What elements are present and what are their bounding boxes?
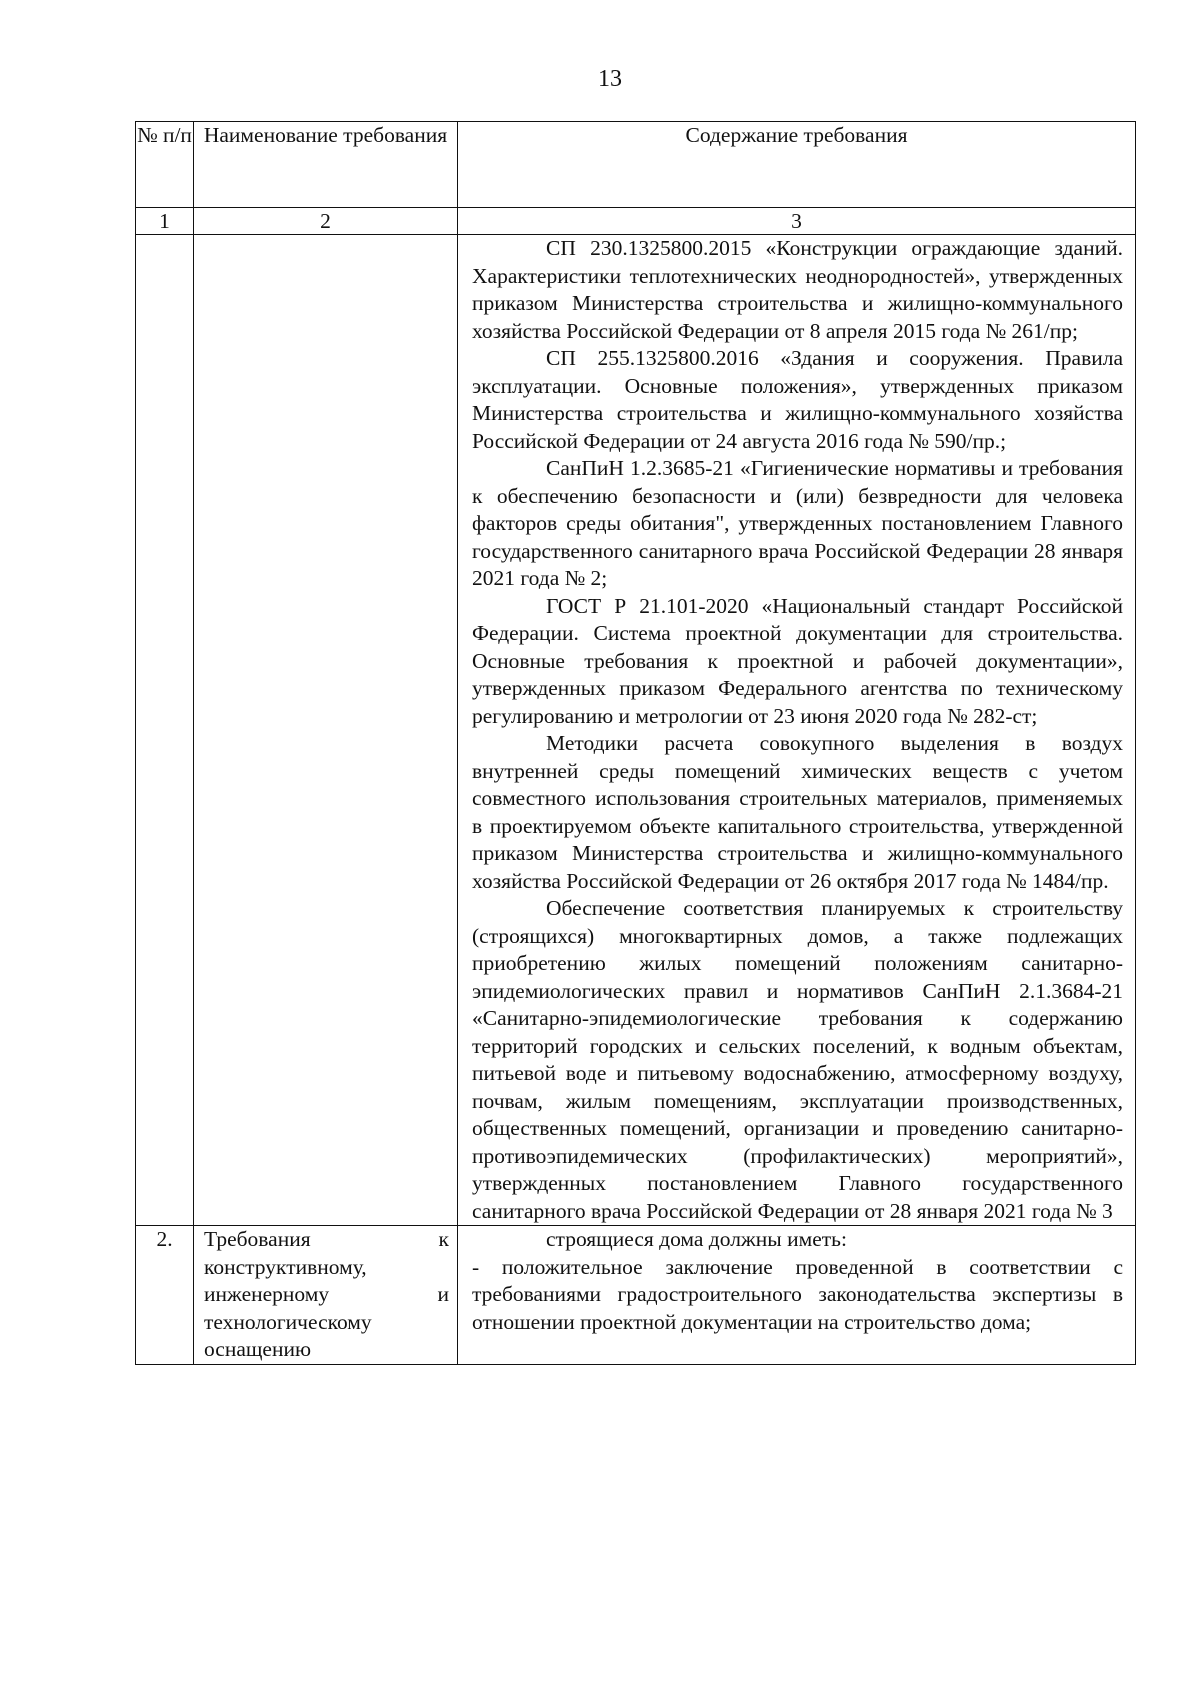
paragraph-methodology: Методики расчета совокупного выделения в воздух внутренней среды помещений химических веществ с учетом совместного использования строительных материалов, применяемых в проектируемом объекте капитального строительства, утвержденной приказом Министерства строительства и жилищно-коммунального хозяйства Российской Федерации от 26 октября 2017 года № 1484/пр. <box>472 731 1123 893</box>
column-number-row <box>136 208 1136 235</box>
paragraph-sanpin-1-2-3685: СанПиН 1.2.3685-21 «Гигиенические нормативы и требования к обеспечению безопасности и (или) безвредности для человека факторов среды обитания", утвержденных постановлением Главного государственного санитарного врача Российской Федерации 28 января 2021 года № 2; <box>472 456 1123 590</box>
paragraph-sanpin-2-1-3684: Обеспечение соответствия планируемых к строительству (строящихся) многоквартирных домов, а также подлежащих приобретению жилых помещений положениям санитарно-эпидемиологических правил и нормативов СанПиН 2.1.3684-21 «Санитарно-эпидемиологические требования к содержанию территорий городских и сельских поселений, к водным объектам, питьевой воде и питьевому водоснабжению, атмосферному воздуху, почвам, жилым помещениям, эксплуатации производственных, общественных помещений, организации и проведению санитарно-противоэпидемических (профилактических) мероприятий», утвержденных постановлением Главного государственного санитарного врача Российской Федерации от 28 января 2021 года № 3 <box>472 896 1123 1223</box>
paragraph-gost-r-21-101: ГОСТ Р 21.101-2020 «Национальный стандарт Российской Федерации. Система проектной документации для строительства. Основные требования к проектной и рабочей документации», утвержденных приказом Федерального агентства по техническому регулированию и метрологии от 23 июня 2020 года № 282-ст; <box>472 593 1123 728</box>
page-number: 13 <box>598 66 622 92</box>
row2-name: Требования к конструктивному, инженерному и технологическому оснащению <box>204 1227 449 1361</box>
row1-name-cell <box>194 235 458 1226</box>
row2-item-1: - положительное заключение проведенной в соответствии с требованиями градостроительного законодательства экспертизы в отношении проектной документации на строительство дома; <box>472 1254 1123 1334</box>
row2-content-cell <box>458 1226 1136 1365</box>
row1-number-cell <box>136 235 194 1226</box>
row2-lead: строящиеся дома должны иметь: <box>546 1227 847 1251</box>
table-header-row <box>136 122 1136 208</box>
column-number-2: 2 <box>194 208 458 235</box>
header-number: № п/п <box>136 122 194 208</box>
table-row-1-continued <box>136 235 1136 1226</box>
header-content: Содержание требования <box>458 122 1136 208</box>
row2-number: 2. <box>136 1226 194 1365</box>
requirements-table <box>135 121 1136 1365</box>
column-number-3: 3 <box>458 208 1136 235</box>
column-number-1: 1 <box>136 208 194 235</box>
row2-name-cell <box>194 1226 458 1365</box>
paragraph-sp-230: СП 230.1325800.2015 «Конструкции ограждающие зданий. Характеристики теплотехнических неоднородностей», утвержденных приказом Министерства строительства и жилищно-коммунального хозяйства Российской Федерации от 8 апреля 2015 года № 261/пр; <box>472 236 1123 343</box>
row1-content-cell <box>458 235 1136 1226</box>
header-name: Наименование требования <box>194 122 458 208</box>
table-row-2 <box>136 1226 1136 1365</box>
paragraph-sp-255: СП 255.1325800.2016 «Здания и сооружения. Правила эксплуатации. Основные положения», утвержденных приказом Министерства строительства и жилищно-коммунального хозяйства Российской Федерации от 24 августа 2016 года № 590/пр.; <box>472 346 1123 453</box>
